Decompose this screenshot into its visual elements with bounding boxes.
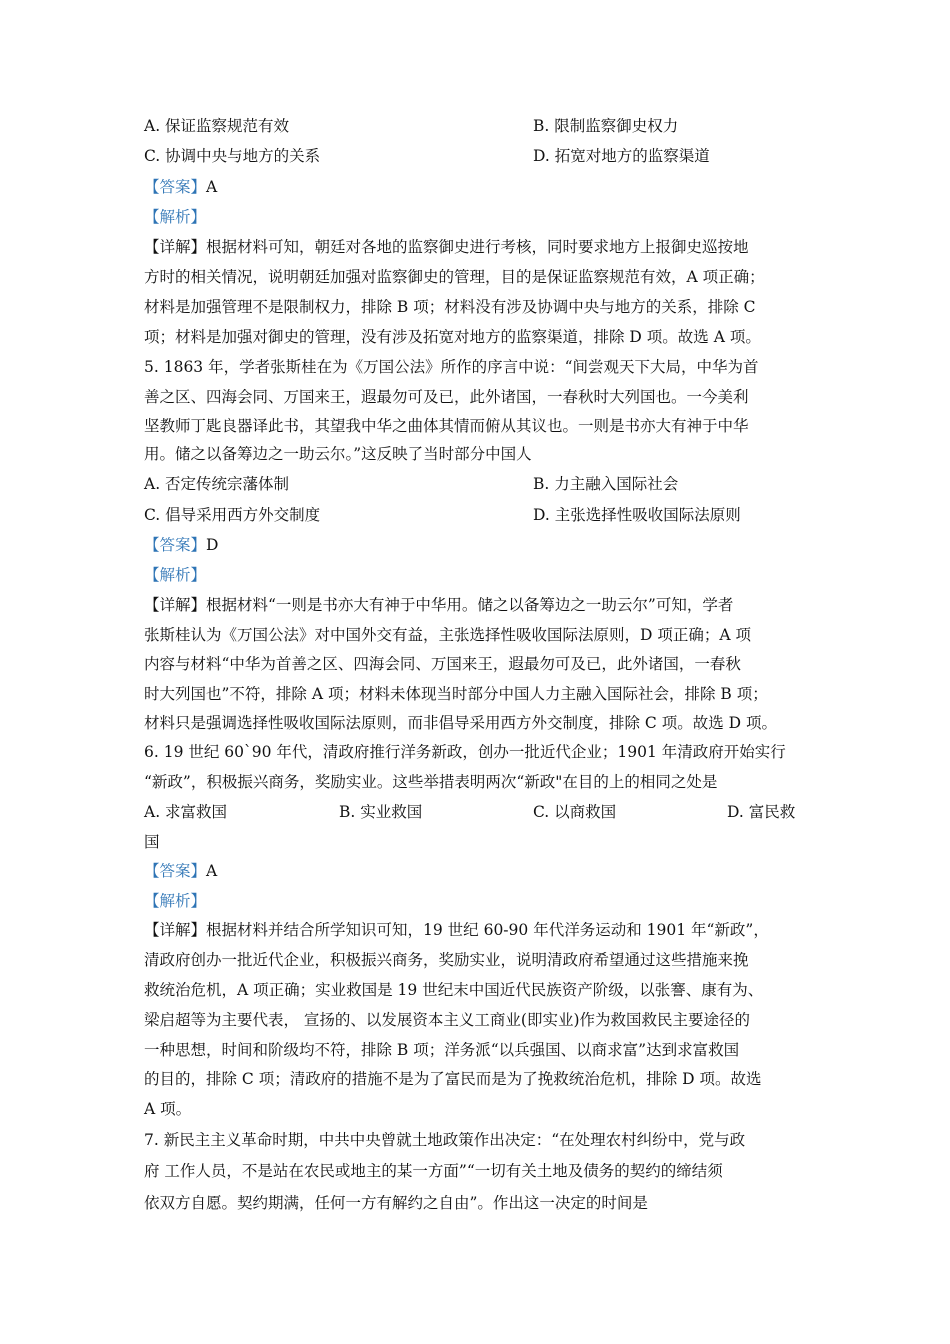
- answer-tag: 【答案】: [144, 536, 207, 554]
- q5-option-d: D. 主张选择性吸收国际法原则: [533, 506, 741, 524]
- answer-tag: 【答案】: [144, 862, 207, 880]
- q5-option-a: A. 否定传统宗藩体制: [144, 475, 290, 493]
- q4-detail-line: 【详解】根据材料可知，朝廷对各地的监察御史进行考核，同时要求地方上报御史巡按地: [144, 238, 749, 256]
- q5-detail-line: 时大列国也”不符，排除 A 项；材料未体现当时部分中国人力主融入国际社会，排除 B 项；: [144, 685, 768, 703]
- q7-stem-line: 依双方自愿。契约期满，任何一方有解约之自由”。作出这一决定的时间是: [144, 1194, 648, 1212]
- q4-detail-line: 材料是加强管理不是限制权力，排除 B 项；材料没有涉及协调中央与地方的关系，排除 C: [144, 298, 756, 316]
- q5-option-b: B. 力主融入国际社会: [533, 475, 679, 493]
- q4-answer: [144, 177, 217, 197]
- q4-analysis-tag: 【解析】: [144, 208, 207, 226]
- q6-detail-line: 一种思想，时间和阶级均不符，排除 B 项；洋务派“以兵强国、以商求富”达到求富救国: [144, 1041, 740, 1059]
- q6-detail-line: A 项。: [144, 1100, 192, 1118]
- q6-option-d-wrap: 国: [144, 833, 160, 851]
- q7-stem-line: 府 工作人员，不是站在农民或地主的某一方面”“一切有关土地及债务的契约的缔结须: [144, 1162, 723, 1180]
- q6-option-a: A. 求富救国: [144, 803, 228, 821]
- answer-tag: 【答案】: [144, 178, 207, 196]
- q5-answer: [144, 535, 218, 555]
- q5-stem-line: 用。储之以备筹边之一助云尔。”这反映了当时部分中国人: [144, 445, 532, 463]
- q4-option-a: A. 保证监察规范有效: [144, 117, 290, 135]
- q5-detail-line: 张斯桂认为《万国公法》对中国外交有益，主张选择性吸收国际法原则，D 项正确；A 项: [144, 626, 751, 644]
- q5-detail-line: 材料只是强调选择性吸收国际法原则，而非倡导采用西方外交制度，排除 C 项。故选 D 项。: [144, 714, 777, 732]
- q5-stem-line: 善之区、四海会同、万国来王，遐最勿可及已，此外诸国，一春秋时大列国也。一今美利: [144, 388, 749, 406]
- answer-value: D: [206, 536, 219, 554]
- q6-answer: [144, 861, 217, 881]
- q6-option-c: C. 以商救国: [533, 803, 617, 821]
- q6-option-b: B. 实业救国: [339, 803, 423, 821]
- q6-detail-line: 清政府创办一批近代企业，积极振兴商务，奖励实业，说明清政府希望通过这些措施来挽: [144, 951, 749, 969]
- q5-stem-line: 5. 1863 年，学者张斯桂在为《万国公法》所作的序言中说：“间尝观天下大局，中华为首: [144, 358, 759, 376]
- q7-stem-line: 7. 新民主主义革命时期，中共中央曾就土地政策作出决定：“在处理农村纠纷中，党与政: [144, 1131, 746, 1149]
- q6-analysis-tag: 【解析】: [144, 892, 207, 910]
- q4-option-b: B. 限制监察御史权力: [533, 117, 679, 135]
- q6-detail-line: 救统治危机，A 项正确；实业救国是 19 世纪末中国近代民族资产阶级，以张謇、康有为、: [144, 981, 764, 999]
- q6-detail-line: 梁启超等为主要代表， 宣扬的、以发展资本主义工商业(即实业)作为救国救民主要途径的: [144, 1011, 751, 1029]
- q4-detail-line: 项；材料是加强对御史的管理，没有涉及拓宽对地方的监察渠道，排除 D 项。故选 A 项。: [144, 328, 761, 346]
- q6-detail-line: 【详解】根据材料并结合所学知识可知，19 世纪 60-90 年代洋务运动和 1901 年“新政”，: [144, 921, 769, 939]
- q6-stem-line: 6. 19 世纪 60`90 年代，清政府推行洋务新政，创办一批近代企业；1901 年清政府开始实行: [144, 743, 786, 761]
- q6-option-d: D. 富民救: [727, 803, 796, 821]
- q5-option-c: C. 倡导采用西方外交制度: [144, 506, 321, 524]
- q5-detail-line: 【详解】根据材料“一则是书亦大有神于中华用。储之以备筹边之一助云尔”可知，学者: [144, 596, 734, 614]
- q4-option-c: C. 协调中央与地方的关系: [144, 147, 321, 165]
- answer-value: A: [206, 862, 218, 880]
- q5-analysis-tag: 【解析】: [144, 566, 207, 584]
- q4-detail-line: 方时的相关情况，说明朝廷加强对监察御史的管理，目的是保证监察规范有效，A 项正确；: [144, 268, 765, 286]
- q5-stem-line: 坚教师丁匙良器译此书，其望我中华之曲体其情而俯从其议也。一则是书亦大有神于中华: [144, 417, 749, 435]
- q6-detail-line: 的目的，排除 C 项；清政府的措施不是为了富民而是为了挽救统治危机，排除 D 项。故选: [144, 1070, 762, 1088]
- answer-value: A: [206, 178, 218, 196]
- q6-stem-line: “新政”，积极振兴商务，奖励实业。这些举措表明两次“新政"在目的上的相同之处是: [144, 773, 718, 791]
- q5-detail-line: 内容与材料“中华为首善之区、四海会同、万国来王，遐最勿可及已，此外诸国，一春秋: [144, 655, 741, 673]
- q4-option-d: D. 拓宽对地方的监察渠道: [533, 147, 710, 165]
